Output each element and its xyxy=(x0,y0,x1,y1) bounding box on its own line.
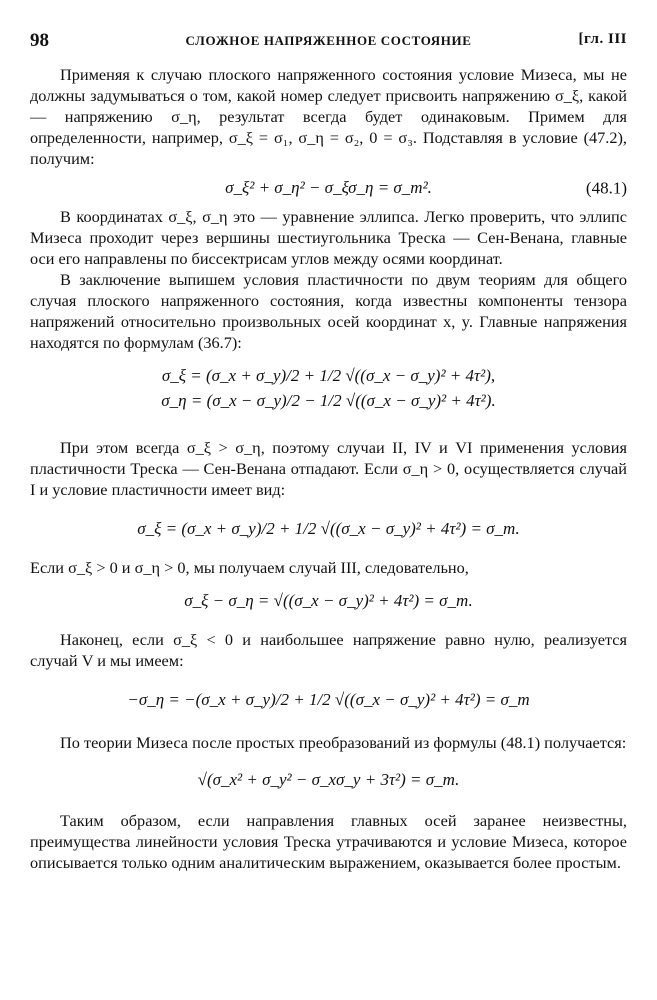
paragraph-1: Применяя к случаю плоского напряженного состояния условие Мизеса, мы не должны задумываться о том, какой номер следует присвоить напряжению σ_ξ, какой — напряжению σ_η, результат всегда будет одинаковым. Примем для определенности, например, σ_ξ = σ₁, σ_η = σ₂, 0 = σ₃. Подставляя в условие (47.2), получим: xyxy=(30,65,627,168)
running-title: СЛОЖНОЕ НАПРЯЖЕННОЕ СОСТОЯНИЕ xyxy=(185,33,472,48)
equation-principal-eta xyxy=(30,390,627,411)
paragraph-3: В заключение выпишем условия пластичности по двум теориям для общего случая плоского напряженного состояния, когда известны компоненты тензора напряжений относительно произвольных осей координат x, y. Главные напряжения находятся по формулам (36.7): xyxy=(30,270,627,352)
chapter-label: [гл. III xyxy=(578,31,627,47)
equation-principal-xi xyxy=(30,365,627,386)
equation-mises-body: √(σ_x² + σ_y² − σ_xσ_y + 3τ²) = σ_т. xyxy=(197,770,460,789)
paragraph-4: При этом всегда σ_ξ > σ_η, поэтому случаи II, IV и VI применения условия пластичности Треска — Сен-Венана отпадают. Если σ_η > 0, осуществляется случай I и условие пластичности имеет вид: xyxy=(30,438,627,499)
equation-case-1-body: σ_ξ = (σ_x + σ_y)/2 + 1/2 √((σ_x − σ_y)² + 4τ²) = σ_т. xyxy=(137,519,520,538)
paragraph-8: Таким образом, если направления главных осей заранее неизвестны, преимущества линейности условия Треска утрачиваются и условие Мизеса, которое описывается только одним аналитическим выражением, оказывается более простым. xyxy=(30,811,627,872)
equation-number: (48.1) xyxy=(585,178,627,197)
equation-48-1 xyxy=(30,177,627,198)
equation-case-3-body: σ_ξ − σ_η = √((σ_x − σ_y)² + 4τ²) = σ_т. xyxy=(184,591,473,610)
page-body xyxy=(30,64,627,873)
equation-case-3 xyxy=(30,590,627,611)
page-header xyxy=(30,30,627,52)
equation-case-1 xyxy=(30,518,627,539)
paragraph-6: Наконец, если σ_ξ < 0 и наибольшее напряжение равно нулю, реализуется случай V и мы имеем: xyxy=(30,630,627,670)
paragraph-7: По теории Мизеса после простых преобразований из формулы (48.1) получается: xyxy=(60,733,627,752)
equation-case-5 xyxy=(30,689,627,710)
paragraph-5: Если σ_ξ > 0 и σ_η > 0, мы получаем случай III, следовательно, xyxy=(30,558,469,577)
equation-48-1-body: σ_ξ² + σ_η² − σ_ξσ_η = σ_т². xyxy=(225,178,432,197)
equation-mises xyxy=(30,769,627,790)
equation-principal-xi-body: σ_ξ = (σ_x + σ_y)/2 + 1/2 √((σ_x − σ_y)² + 4τ²), xyxy=(161,366,496,385)
paragraph-2: В координатах σ_ξ, σ_η это — уравнение эллипса. Легко проверить, что эллипс Мизеса проходит через вершины шестиугольника Треска — Сен-Венана, главные оси его направлены по биссектрисам углов между осями координат. xyxy=(30,207,627,268)
page-number: 98 xyxy=(30,30,49,51)
equation-principal-eta-body: σ_η = (σ_x − σ_y)/2 − 1/2 √((σ_x − σ_y)² + 4τ²). xyxy=(161,391,496,410)
equation-case-5-body: −σ_η = −(σ_x + σ_y)/2 + 1/2 √((σ_x − σ_y)² + 4τ²) = σ_т xyxy=(127,690,530,709)
